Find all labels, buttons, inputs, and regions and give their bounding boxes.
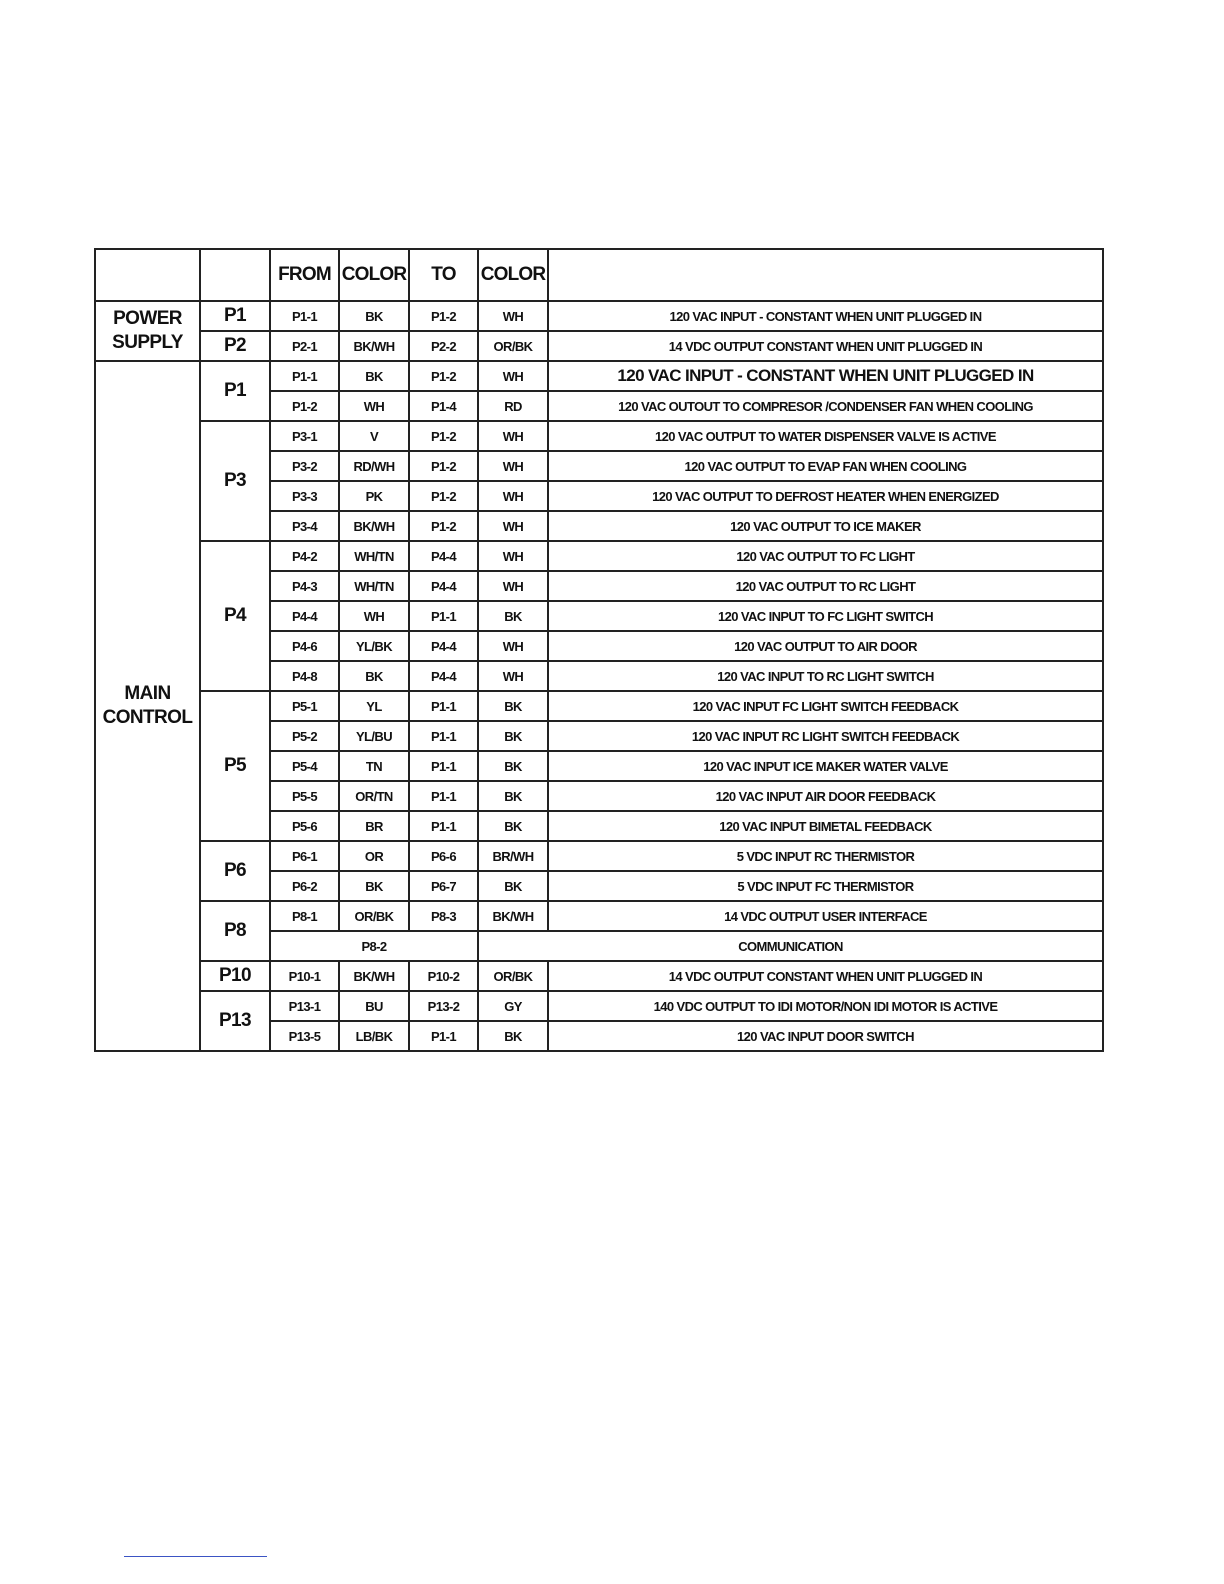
to-pin: P2-2: [409, 331, 478, 361]
to-pin: P13-2: [409, 991, 478, 1021]
from-color: LB/BK: [339, 1021, 409, 1051]
from-pin: P5-5: [270, 781, 339, 811]
header-description: [548, 249, 1103, 301]
header-from-color: COLOR: [339, 249, 409, 301]
to-pin: P1-1: [409, 691, 478, 721]
connector-cell: P5: [200, 691, 270, 841]
description: 120 VAC OUTPUT TO EVAP FAN WHEN COOLING: [548, 451, 1103, 481]
table-row: [95, 691, 1103, 721]
to-color: RD: [478, 391, 548, 421]
header-from: FROM: [270, 249, 339, 301]
description: 5 VDC INPUT FC THERMISTOR: [548, 871, 1103, 901]
to-pin: P4-4: [409, 541, 478, 571]
wiring-table-container: [94, 248, 1102, 1052]
from-color: YL: [339, 691, 409, 721]
to-pin: P1-1: [409, 781, 478, 811]
description: 120 VAC OUTPUT TO ICE MAKER: [548, 511, 1103, 541]
from-pin: P6-2: [270, 871, 339, 901]
to-pin: P1-2: [409, 421, 478, 451]
description: 120 VAC OUTPUT TO AIR DOOR: [548, 631, 1103, 661]
to-pin: P1-2: [409, 301, 478, 331]
group-main-control: MAIN CONTROL: [95, 361, 200, 1051]
to-color: BR/WH: [478, 841, 548, 871]
to-color: BK: [478, 811, 548, 841]
to-pin: P8-3: [409, 901, 478, 931]
description: 120 VAC INPUT FC LIGHT SWITCH FEEDBACK: [548, 691, 1103, 721]
from-pin: P3-2: [270, 451, 339, 481]
to-color: WH: [478, 481, 548, 511]
to-color: BK: [478, 781, 548, 811]
description: 120 VAC INPUT AIR DOOR FEEDBACK: [548, 781, 1103, 811]
wiring-table: [94, 248, 1104, 1052]
to-color: OR/BK: [478, 961, 548, 991]
from-color: BK/WH: [339, 331, 409, 361]
description: 14 VDC OUTPUT USER INTERFACE: [548, 901, 1103, 931]
description: 5 VDC INPUT RC THERMISTOR: [548, 841, 1103, 871]
from-color: OR/TN: [339, 781, 409, 811]
to-pin: P4-4: [409, 571, 478, 601]
header-row: [95, 249, 1103, 301]
connector-cell: P2: [200, 331, 270, 361]
footer-rule: [124, 1556, 267, 1557]
to-color: WH: [478, 301, 548, 331]
from-color: BK: [339, 301, 409, 331]
from-color: BK: [339, 871, 409, 901]
connector-cell: P8: [200, 901, 270, 961]
from-color: TN: [339, 751, 409, 781]
from-pin: P4-6: [270, 631, 339, 661]
header-to-color: COLOR: [478, 249, 548, 301]
from-pin: P8-2: [270, 931, 478, 961]
from-color: WH/TN: [339, 571, 409, 601]
to-color: WH: [478, 631, 548, 661]
to-color: BK: [478, 1021, 548, 1051]
table-row: [95, 901, 1103, 931]
description: 120 VAC OUTPUT TO RC LIGHT: [548, 571, 1103, 601]
connector-cell: P10: [200, 961, 270, 991]
description: 120 VAC OUTPUT TO DEFROST HEATER WHEN ENERGIZED: [548, 481, 1103, 511]
description: 120 VAC OUTPUT TO WATER DISPENSER VALVE IS ACTIVE: [548, 421, 1103, 451]
from-color: BR: [339, 811, 409, 841]
to-color: WH: [478, 451, 548, 481]
from-pin: P8-1: [270, 901, 339, 931]
header-to: TO: [409, 249, 478, 301]
from-pin: P4-8: [270, 661, 339, 691]
description: 140 VDC OUTPUT TO IDI MOTOR/NON IDI MOTOR IS ACTIVE: [548, 991, 1103, 1021]
to-pin: P6-6: [409, 841, 478, 871]
to-pin: P6-7: [409, 871, 478, 901]
from-color: BK/WH: [339, 961, 409, 991]
connector-cell: P4: [200, 541, 270, 691]
description: 120 VAC INPUT RC LIGHT SWITCH FEEDBACK: [548, 721, 1103, 751]
to-pin: P1-1: [409, 751, 478, 781]
to-color: BK: [478, 691, 548, 721]
to-pin: P10-2: [409, 961, 478, 991]
table-row: [95, 541, 1103, 571]
from-color: BK: [339, 361, 409, 391]
table-row: [95, 361, 1103, 391]
description: 120 VAC OUTOUT TO COMPRESOR /CONDENSER FAN WHEN COOLING: [548, 391, 1103, 421]
to-pin: P1-2: [409, 481, 478, 511]
description: 14 VDC OUTPUT CONSTANT WHEN UNIT PLUGGED IN: [548, 331, 1103, 361]
table-row: [95, 991, 1103, 1021]
to-pin: P4-4: [409, 661, 478, 691]
from-color: YL/BK: [339, 631, 409, 661]
to-pin: P1-4: [409, 391, 478, 421]
to-color: GY: [478, 991, 548, 1021]
description: 120 VAC INPUT TO FC LIGHT SWITCH: [548, 601, 1103, 631]
from-pin: P13-1: [270, 991, 339, 1021]
table-row: [95, 961, 1103, 991]
from-color: OR: [339, 841, 409, 871]
to-color: WH: [478, 511, 548, 541]
header-empty-connector: [200, 249, 270, 301]
description: 120 VAC INPUT - CONSTANT WHEN UNIT PLUGGED IN: [548, 301, 1103, 331]
description: COMMUNICATION: [478, 931, 1103, 961]
to-pin: P1-2: [409, 451, 478, 481]
from-pin: P5-6: [270, 811, 339, 841]
from-pin: P6-1: [270, 841, 339, 871]
description: 120 VAC OUTPUT TO FC LIGHT: [548, 541, 1103, 571]
to-color: BK: [478, 751, 548, 781]
to-color: OR/BK: [478, 331, 548, 361]
from-color: WH: [339, 601, 409, 631]
description: 120 VAC INPUT TO RC LIGHT SWITCH: [548, 661, 1103, 691]
to-color: BK/WH: [478, 901, 548, 931]
description: 120 VAC INPUT - CONSTANT WHEN UNIT PLUGGED IN: [548, 361, 1103, 391]
from-pin: P2-1: [270, 331, 339, 361]
connector-cell: P1: [200, 301, 270, 331]
from-color: V: [339, 421, 409, 451]
description: 120 VAC INPUT DOOR SWITCH: [548, 1021, 1103, 1051]
from-pin: P4-2: [270, 541, 339, 571]
to-pin: P1-1: [409, 601, 478, 631]
table-row: [95, 841, 1103, 871]
to-color: WH: [478, 361, 548, 391]
to-pin: P1-1: [409, 1021, 478, 1051]
to-color: BK: [478, 871, 548, 901]
to-pin: P1-2: [409, 511, 478, 541]
to-color: BK: [478, 601, 548, 631]
group-power-supply: POWER SUPPLY: [95, 301, 200, 361]
from-pin: P1-2: [270, 391, 339, 421]
from-pin: P1-1: [270, 361, 339, 391]
from-color: BK: [339, 661, 409, 691]
connector-cell: P13: [200, 991, 270, 1051]
description: 14 VDC OUTPUT CONSTANT WHEN UNIT PLUGGED IN: [548, 961, 1103, 991]
from-pin: P3-1: [270, 421, 339, 451]
to-color: WH: [478, 571, 548, 601]
table-row: [95, 301, 1103, 331]
from-pin: P5-4: [270, 751, 339, 781]
from-color: BU: [339, 991, 409, 1021]
from-pin: P3-3: [270, 481, 339, 511]
header-empty-group: [95, 249, 200, 301]
table-row: [95, 331, 1103, 361]
from-color: YL/BU: [339, 721, 409, 751]
to-pin: P4-4: [409, 631, 478, 661]
connector-cell: P3: [200, 421, 270, 541]
table-row: [95, 421, 1103, 451]
to-color: WH: [478, 541, 548, 571]
from-pin: P10-1: [270, 961, 339, 991]
connector-cell: P1: [200, 361, 270, 421]
description: 120 VAC INPUT BIMETAL FEEDBACK: [548, 811, 1103, 841]
from-color: OR/BK: [339, 901, 409, 931]
to-color: WH: [478, 661, 548, 691]
from-pin: P5-1: [270, 691, 339, 721]
from-color: WH: [339, 391, 409, 421]
description: 120 VAC INPUT ICE MAKER WATER VALVE: [548, 751, 1103, 781]
from-pin: P3-4: [270, 511, 339, 541]
from-pin: P4-3: [270, 571, 339, 601]
from-color: PK: [339, 481, 409, 511]
to-color: WH: [478, 421, 548, 451]
to-pin: P1-1: [409, 811, 478, 841]
to-pin: P1-1: [409, 721, 478, 751]
from-color: WH/TN: [339, 541, 409, 571]
to-pin: P1-2: [409, 361, 478, 391]
from-color: BK/WH: [339, 511, 409, 541]
from-color: RD/WH: [339, 451, 409, 481]
from-pin: P5-2: [270, 721, 339, 751]
from-pin: P1-1: [270, 301, 339, 331]
to-color: BK: [478, 721, 548, 751]
from-pin: P13-5: [270, 1021, 339, 1051]
connector-cell: P6: [200, 841, 270, 901]
from-pin: P4-4: [270, 601, 339, 631]
